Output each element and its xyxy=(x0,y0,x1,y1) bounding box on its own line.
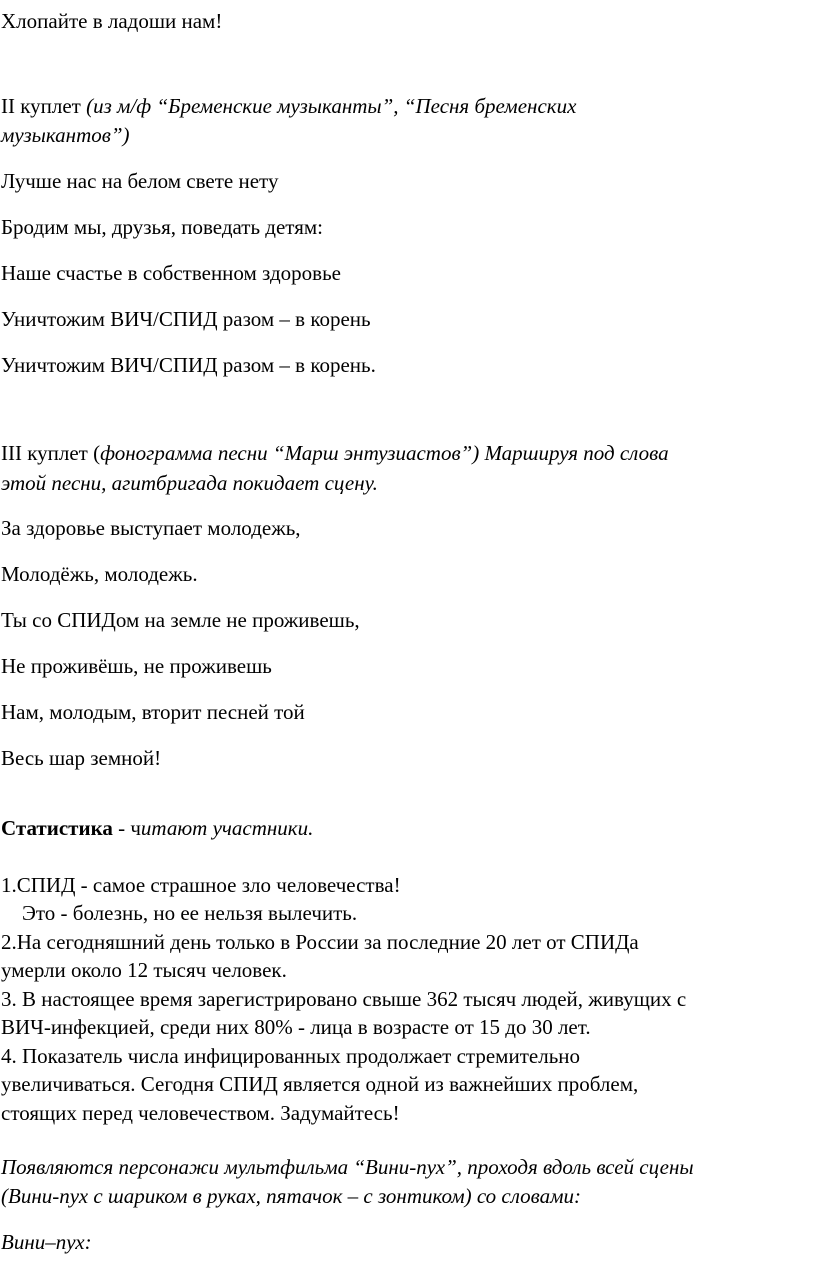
lyric-line: Наше счастье в собственном здоровье xyxy=(1,261,341,285)
lyric-line: Лучше нас на белом свете нету xyxy=(1,169,279,193)
lyric-line: Молодёжь, молодежь. xyxy=(1,562,198,586)
statistics-item: стоящих перед человечеством. Задумайтесь! xyxy=(1,1101,400,1125)
lyric-line: Весь шар земной! xyxy=(1,746,162,770)
statistics-item: 3. В настоящее время зарегистрировано свыше 362 тысяч людей, живущих с xyxy=(1,987,687,1011)
lyric-line: Не проживёшь, не проживешь xyxy=(1,654,272,678)
statistics-item: 2.На сегодняшний день только в России за последние 20 лет от СПИДа xyxy=(1,930,639,954)
statistics-title: Статистика xyxy=(1,816,113,840)
lyric-line: Уничтожим ВИЧ/СПИД разом – в корень. xyxy=(1,353,376,377)
lyric-line: Ты со СПИДом на земле не проживешь, xyxy=(1,608,360,632)
statistics-item: увеличиваться. Сегодня СПИД является одной из важнейших проблем, xyxy=(1,1072,639,1096)
statistics-note: итают участники. xyxy=(140,816,314,840)
statistics-item: 4. Показатель числа инфицированных продолжает стремительно xyxy=(1,1044,581,1068)
verse2-note: (из м/ф “Бременские музыканты”, “Песня бременских xyxy=(86,94,577,118)
verse2-heading xyxy=(1,93,576,119)
statistics-item: Это - болезнь, но ее нельзя вылечить. xyxy=(1,901,358,925)
verse2-label: II куплет xyxy=(1,94,87,118)
statistics-dash: - ч xyxy=(112,816,141,840)
verse3-note: фонограмма песни “Марш энтузиастов”) Маршируя под слова xyxy=(100,441,669,465)
stage-direction: Появляются персонажи мультфильма “Вини-пух”, проходя вдоль всей сцены xyxy=(1,1155,694,1179)
lyric-line: За здоровье выступает молодежь, xyxy=(1,516,301,540)
statistics-heading xyxy=(1,815,313,841)
intro-line: Хлопайте в ладоши нам! xyxy=(1,9,223,33)
statistics-item: ВИЧ-инфекцией, среди них 80% - лица в возрасте от 15 до 30 лет. xyxy=(1,1015,591,1039)
lyric-line: Бродим мы, друзья, поведать детям: xyxy=(1,215,323,239)
verse3-label: III куплет ( xyxy=(1,441,101,465)
lyric-line: Нам, молодым, вторит песней той xyxy=(1,700,305,724)
verse3-note-cont: этой песни, агитбригада покидает сцену. xyxy=(1,471,378,495)
statistics-item: 1.СПИД - самое страшное зло человечества! xyxy=(1,873,401,897)
stage-direction-cont: (Вини-пух с шариком в руках, пятачок – с зонтиком) со словами: xyxy=(1,1184,582,1208)
verse3-heading xyxy=(1,440,669,466)
speaker-label: Вини–пух: xyxy=(1,1230,92,1254)
statistics-item: умерли около 12 тысяч человек. xyxy=(1,958,287,982)
verse2-note-cont: музыкантов”) xyxy=(1,123,130,147)
lyric-line: Уничтожим ВИЧ/СПИД разом – в корень xyxy=(1,307,371,331)
